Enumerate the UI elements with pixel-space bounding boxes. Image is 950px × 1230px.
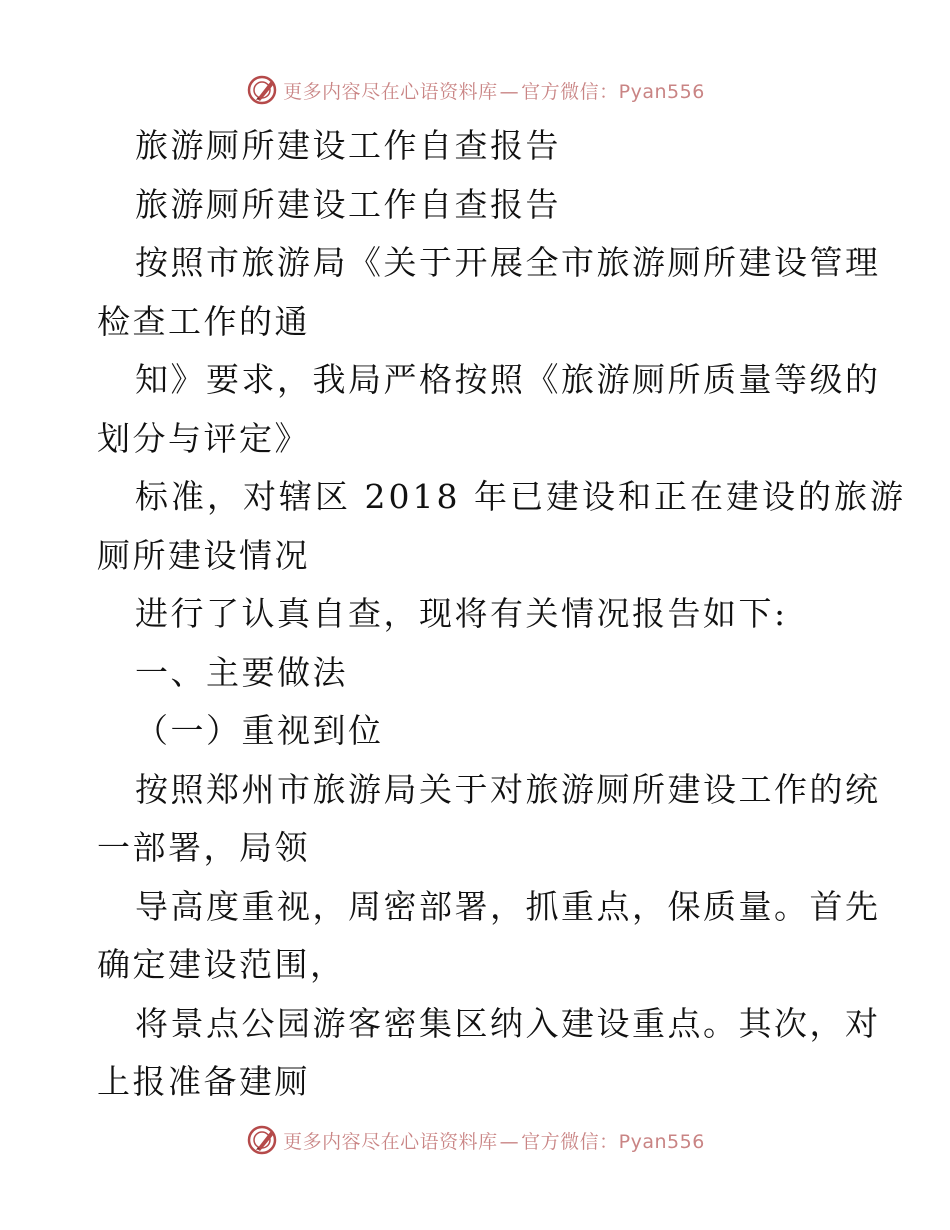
- footer-banner: [0, 1120, 950, 1160]
- paragraph-line: 导高度重视，周密部署，抓重点，保质量。首先: [135, 886, 881, 926]
- paragraph-line: 将景点公园游客密集区纳入建设重点。其次，对: [135, 1003, 881, 1043]
- banner-wechat: 官方微信：Pyan556: [521, 80, 705, 103]
- paragraph-line: 进行了认真自查，现将有关情况报告如下:: [135, 594, 788, 633]
- document-body: [97, 117, 906, 1112]
- pen-nib-logo-icon: [245, 73, 279, 107]
- paragraph-line: 划分与评定》: [97, 418, 310, 458]
- doc-title: 旅游厕所建设工作自查报告: [135, 126, 561, 165]
- banner-text: [283, 77, 705, 104]
- banner-site-name: 更多内容尽在心语资料库: [283, 1130, 498, 1153]
- paragraph-line: 上报准备建厕: [97, 1062, 310, 1101]
- header-banner: [0, 70, 950, 110]
- pen-nib-logo-icon: [245, 1123, 279, 1157]
- paragraph-line: 知》要求，我局严格按照《旅游厕所质量等级的: [135, 360, 881, 399]
- section-heading: 一、主要做法: [135, 652, 348, 692]
- banner-wechat: 官方微信：Pyan556: [521, 1130, 705, 1153]
- paragraph-line: 检查工作的通: [97, 301, 310, 341]
- banner-site-name: 更多内容尽在心语资料库: [283, 80, 498, 103]
- banner-dash: —: [499, 1130, 520, 1153]
- paragraph-line: 按照市旅游局《关于开展全市旅游厕所建设管理: [135, 243, 881, 282]
- banner-dash: —: [499, 80, 520, 103]
- paragraph-line: 确定建设范围，: [97, 945, 346, 984]
- subsection-heading: （一）重视到位: [135, 711, 384, 750]
- banner-text: [283, 1127, 705, 1154]
- paragraph-line: 厕所建设情况: [97, 535, 310, 575]
- doc-subtitle: 旅游厕所建设工作自查报告: [135, 184, 561, 224]
- paragraph-line: 标准，对辖区 2018 年已建设和正在建设的旅游: [135, 477, 906, 516]
- paragraph-line: 一部署，局领: [97, 828, 310, 867]
- paragraph-line: 按照郑州市旅游局关于对旅游厕所建设工作的统: [135, 769, 881, 809]
